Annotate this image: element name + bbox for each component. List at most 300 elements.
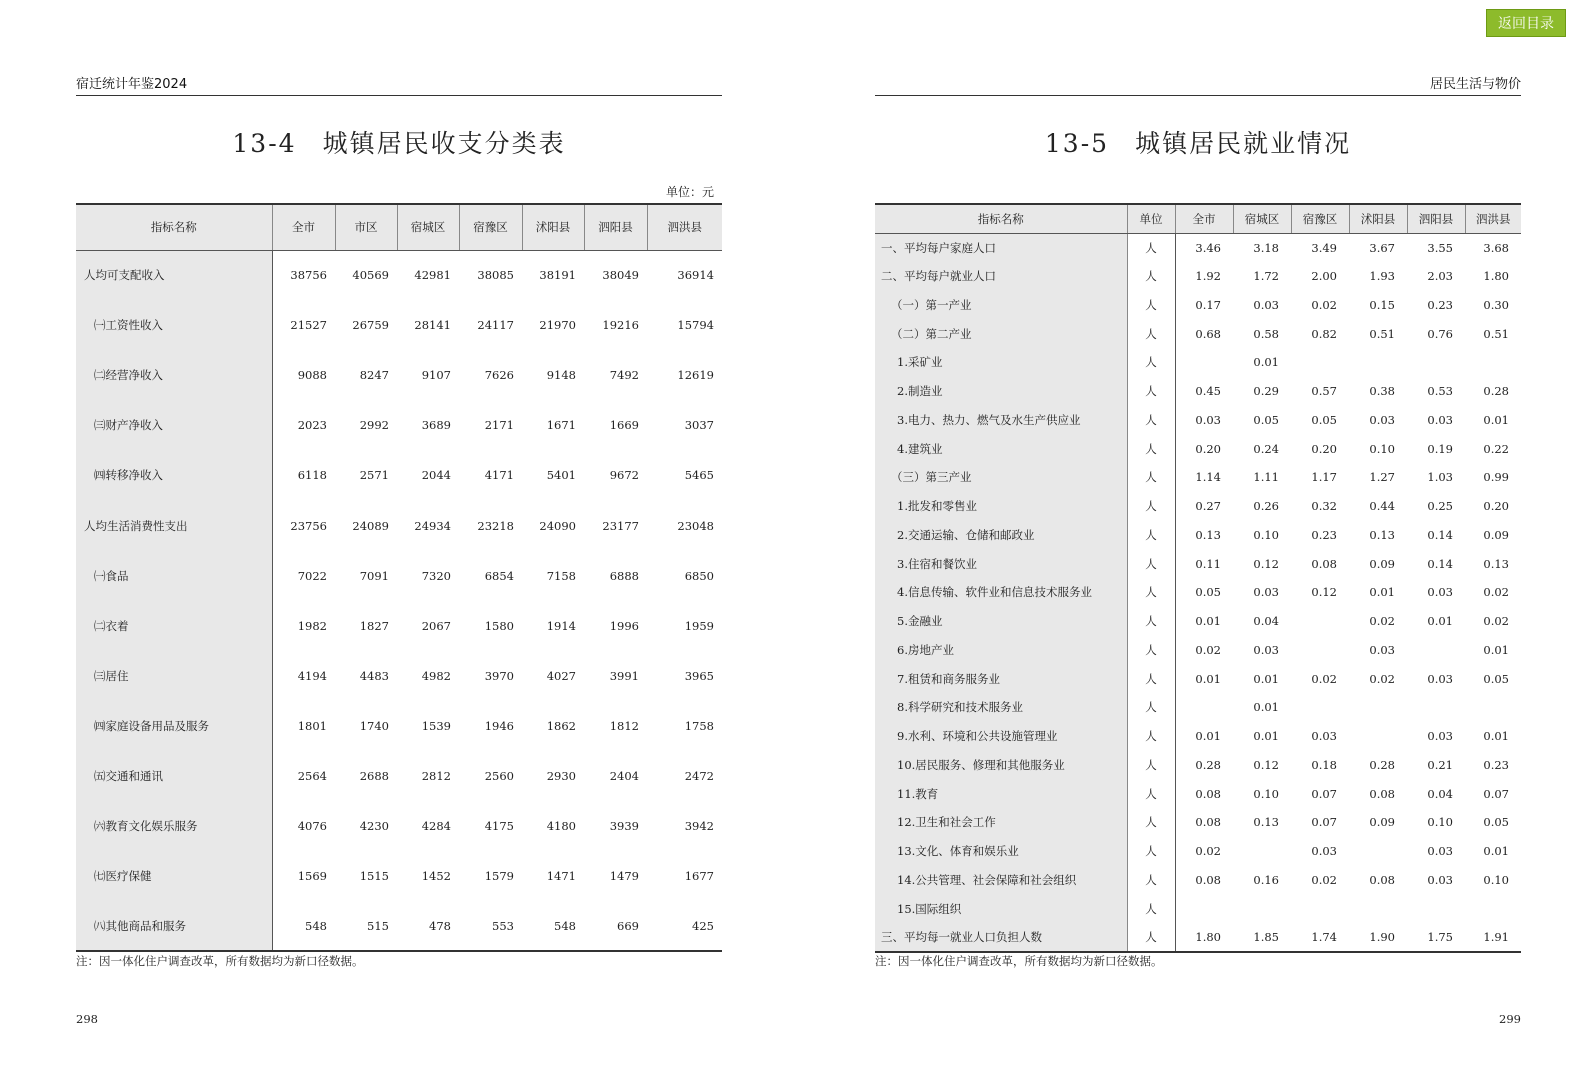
unit-cell: 人 bbox=[1127, 808, 1175, 837]
table-cell: 2992 bbox=[359, 418, 389, 433]
table-cell bbox=[1349, 894, 1407, 923]
table-cell: 0.51 bbox=[1369, 326, 1395, 341]
table-cell: 0.15 bbox=[1369, 297, 1395, 312]
table-cell: 0.05 bbox=[1253, 412, 1279, 427]
table-cell: 0.30 bbox=[1483, 297, 1509, 312]
unit-cell: 人 bbox=[1127, 894, 1175, 923]
row-label: 1.采矿业 bbox=[875, 348, 1127, 377]
table-row bbox=[76, 551, 722, 601]
back-to-contents-button[interactable]: 返回目录 bbox=[1486, 9, 1566, 37]
table-cell: 2023 bbox=[297, 418, 327, 433]
unit-cell: 人 bbox=[1127, 779, 1175, 808]
table-cell bbox=[1349, 837, 1407, 866]
table-cell bbox=[1407, 894, 1465, 923]
table-cell bbox=[1349, 348, 1407, 377]
table-cell: 1.80 bbox=[1195, 929, 1221, 944]
table-row bbox=[76, 450, 722, 500]
table-cell: 15794 bbox=[677, 318, 714, 333]
table-cell: 0.29 bbox=[1253, 384, 1279, 399]
table-cell: 3991 bbox=[609, 668, 639, 683]
unit-cell: 人 bbox=[1127, 923, 1175, 952]
table-cell: 0.02 bbox=[1311, 671, 1337, 686]
table-cell: 2472 bbox=[684, 768, 714, 783]
yearbook-title: 宿迁统计年鉴2024 bbox=[76, 77, 188, 92]
table-cell: 0.14 bbox=[1427, 527, 1453, 542]
running-head-left bbox=[76, 74, 722, 96]
table-cell: 2404 bbox=[609, 768, 639, 783]
table-cell: 0.08 bbox=[1195, 872, 1221, 887]
row-label: （一）第一产业 bbox=[875, 291, 1127, 320]
table-cell bbox=[1291, 348, 1349, 377]
row-label: （二）第二产业 bbox=[875, 319, 1127, 348]
table-cell: 0.08 bbox=[1311, 556, 1337, 571]
row-label: ㈢财产净收入 bbox=[76, 400, 272, 450]
table-row bbox=[875, 837, 1521, 866]
row-label: 3.电力、热力、燃气及水生产供应业 bbox=[875, 406, 1127, 435]
table-cell bbox=[1291, 894, 1349, 923]
table-cell: 7022 bbox=[297, 568, 327, 583]
table-row bbox=[76, 601, 722, 651]
table-cell: 0.38 bbox=[1369, 384, 1395, 399]
table-cell: 1677 bbox=[684, 869, 714, 884]
table-cell: 1.27 bbox=[1369, 470, 1395, 485]
table-cell: 2812 bbox=[421, 768, 451, 783]
table-cell: 2564 bbox=[297, 768, 327, 783]
table-cell: 0.02 bbox=[1311, 872, 1337, 887]
table-note: 注：因一体化住户调查改革，所有数据均为新口径数据。 bbox=[875, 954, 1163, 968]
table-cell: 0.26 bbox=[1253, 499, 1279, 514]
page-number: 299 bbox=[1499, 1012, 1521, 1026]
table-cell: 0.23 bbox=[1311, 527, 1337, 542]
table-cell: 0.04 bbox=[1253, 614, 1279, 629]
table-cell: 1862 bbox=[546, 718, 576, 733]
table-cell: 5401 bbox=[546, 468, 576, 483]
table-cell bbox=[1175, 348, 1233, 377]
table-cell: 1.90 bbox=[1369, 929, 1395, 944]
unit-cell: 人 bbox=[1127, 348, 1175, 377]
table-cell: 36914 bbox=[677, 268, 714, 283]
table-cell: 2.03 bbox=[1427, 269, 1453, 284]
table-cell: 0.07 bbox=[1311, 815, 1337, 830]
table-cell: 0.13 bbox=[1369, 527, 1395, 542]
table-cell: 0.01 bbox=[1253, 671, 1279, 686]
table-title-text: 城镇居民就业情况 bbox=[1135, 129, 1352, 158]
table-row bbox=[875, 406, 1521, 435]
column-header: 泗洪县 bbox=[1465, 204, 1521, 233]
row-label: ㈤交通和通讯 bbox=[76, 751, 272, 801]
table-cell: 7492 bbox=[609, 368, 639, 383]
table-cell: 0.09 bbox=[1369, 815, 1395, 830]
table-cell: 0.18 bbox=[1311, 757, 1337, 772]
table-number: 13-4 bbox=[232, 129, 297, 158]
table-cell: 6888 bbox=[609, 568, 639, 583]
table-cell: 0.02 bbox=[1369, 614, 1395, 629]
table-cell: 3.49 bbox=[1311, 240, 1337, 255]
table-cell: 0.01 bbox=[1253, 700, 1279, 715]
table-cell: 1479 bbox=[609, 869, 639, 884]
table-cell: 3939 bbox=[609, 819, 639, 834]
table-cell: 1.72 bbox=[1253, 269, 1279, 284]
table-cell: 1827 bbox=[359, 618, 389, 633]
table-cell: 0.14 bbox=[1427, 556, 1453, 571]
table-row bbox=[76, 801, 722, 851]
table-row bbox=[76, 250, 722, 300]
table-cell: 0.22 bbox=[1483, 441, 1509, 456]
row-label: 5.金融业 bbox=[875, 607, 1127, 636]
table-cell: 0.08 bbox=[1195, 786, 1221, 801]
table-cell: 2171 bbox=[484, 418, 514, 433]
table-cell bbox=[1291, 693, 1349, 722]
table-cell: 0.02 bbox=[1195, 642, 1221, 657]
table-cell: 0.11 bbox=[1195, 556, 1221, 571]
table-cell: 0.01 bbox=[1483, 642, 1509, 657]
table-cell: 0.07 bbox=[1483, 786, 1509, 801]
table-cell: 1.11 bbox=[1253, 470, 1279, 485]
table-cell: 42981 bbox=[414, 268, 451, 283]
column-header: 沭阳县 bbox=[522, 204, 584, 250]
row-label: ㈡经营净收入 bbox=[76, 350, 272, 400]
table-cell: 3.18 bbox=[1253, 240, 1279, 255]
table-cell: 0.03 bbox=[1195, 412, 1221, 427]
table-cell: 7091 bbox=[359, 568, 389, 583]
table-cell: 1.74 bbox=[1311, 929, 1337, 944]
table-cell bbox=[1407, 693, 1465, 722]
table-cell: 4284 bbox=[421, 819, 451, 834]
table-cell: 1758 bbox=[684, 718, 714, 733]
table-cell: 0.05 bbox=[1483, 815, 1509, 830]
table-title-13-4 bbox=[76, 124, 722, 160]
table-cell: 4230 bbox=[359, 819, 389, 834]
table-row bbox=[875, 722, 1521, 751]
table-row bbox=[875, 549, 1521, 578]
row-label: 2.制造业 bbox=[875, 377, 1127, 406]
table-row bbox=[875, 923, 1521, 952]
table-row bbox=[875, 636, 1521, 665]
table-cell: 0.19 bbox=[1427, 441, 1453, 456]
column-header: 市区 bbox=[335, 204, 397, 250]
row-label: 人均生活消费性支出 bbox=[76, 500, 272, 550]
table-cell: 6850 bbox=[684, 568, 714, 583]
table-cell: 26759 bbox=[352, 318, 389, 333]
table-cell: 9672 bbox=[609, 468, 639, 483]
row-label: ㈥教育文化娱乐服务 bbox=[76, 801, 272, 851]
row-label: （三）第三产业 bbox=[875, 463, 1127, 492]
table-cell: 0.03 bbox=[1369, 412, 1395, 427]
unit-cell: 人 bbox=[1127, 693, 1175, 722]
column-header: 单位 bbox=[1127, 204, 1175, 233]
table-cell: 12619 bbox=[677, 368, 714, 383]
table-row bbox=[875, 779, 1521, 808]
table-header-row bbox=[76, 204, 722, 250]
table-cell: 0.08 bbox=[1369, 872, 1395, 887]
table-row bbox=[875, 664, 1521, 693]
table-cell: 478 bbox=[429, 918, 451, 933]
table-cell bbox=[1233, 894, 1291, 923]
table-cell: 24090 bbox=[539, 518, 576, 533]
table-cell: 28141 bbox=[414, 318, 451, 333]
table-cell: 0.25 bbox=[1427, 499, 1453, 514]
table-cell: 0.10 bbox=[1253, 527, 1279, 542]
row-label: 1.批发和零售业 bbox=[875, 492, 1127, 521]
table-cell: 0.01 bbox=[1253, 355, 1279, 370]
table-cell: 515 bbox=[367, 918, 389, 933]
row-label: 2.交通运输、仓储和邮政业 bbox=[875, 521, 1127, 550]
row-label: 15.国际组织 bbox=[875, 894, 1127, 923]
table-row bbox=[875, 463, 1521, 492]
table-row bbox=[76, 300, 722, 350]
table-cell: 0.09 bbox=[1483, 527, 1509, 542]
table-cell: 0.20 bbox=[1195, 441, 1221, 456]
table-cell: 548 bbox=[305, 918, 327, 933]
table-cell: 1.80 bbox=[1483, 269, 1509, 284]
table-cell: 1740 bbox=[359, 718, 389, 733]
column-header: 泗洪县 bbox=[647, 204, 722, 250]
table-cell: 0.03 bbox=[1427, 412, 1453, 427]
table-cell: 6854 bbox=[484, 568, 514, 583]
row-label: 三、平均每一就业人口负担人数 bbox=[875, 923, 1127, 952]
table-cell: 0.12 bbox=[1253, 757, 1279, 772]
table-cell: 1.03 bbox=[1427, 470, 1453, 485]
table-header-row bbox=[875, 204, 1521, 233]
unit-cell: 人 bbox=[1127, 492, 1175, 521]
table-cell: 0.23 bbox=[1427, 297, 1453, 312]
table-cell: 0.23 bbox=[1483, 757, 1509, 772]
table-row bbox=[875, 894, 1521, 923]
table-cell: 0.03 bbox=[1311, 844, 1337, 859]
column-header: 泗阳县 bbox=[1407, 204, 1465, 233]
table-cell: 19216 bbox=[602, 318, 639, 333]
table-cell: 4982 bbox=[421, 668, 451, 683]
table-cell: 6118 bbox=[297, 468, 327, 483]
table-cell: 23048 bbox=[677, 518, 714, 533]
table-cell: 21527 bbox=[290, 318, 327, 333]
table-cell: 0.08 bbox=[1369, 786, 1395, 801]
table-cell: 1580 bbox=[484, 618, 514, 633]
table-cell: 0.10 bbox=[1427, 815, 1453, 830]
table-cell: 0.82 bbox=[1311, 326, 1337, 341]
table-row bbox=[875, 348, 1521, 377]
table-cell: 0.05 bbox=[1311, 412, 1337, 427]
table-cell: 9088 bbox=[297, 368, 327, 383]
table-cell: 0.10 bbox=[1369, 441, 1395, 456]
table-cell: 4180 bbox=[546, 819, 576, 834]
table-cell bbox=[1349, 722, 1407, 751]
table-row bbox=[875, 866, 1521, 895]
table-row bbox=[875, 291, 1521, 320]
row-label: 12.卫生和社会工作 bbox=[875, 808, 1127, 837]
table-cell: 548 bbox=[554, 918, 576, 933]
column-header: 宿城区 bbox=[1233, 204, 1291, 233]
table-cell: 1.92 bbox=[1195, 269, 1221, 284]
running-head-right bbox=[875, 74, 1521, 96]
table-number: 13-5 bbox=[1044, 129, 1110, 158]
table-cell: 0.03 bbox=[1311, 729, 1337, 744]
table-cell: 0.09 bbox=[1369, 556, 1395, 571]
table-cell: 1.17 bbox=[1311, 470, 1337, 485]
table-cell: 1812 bbox=[609, 718, 639, 733]
unit-cell: 人 bbox=[1127, 837, 1175, 866]
table-cell: 0.03 bbox=[1427, 872, 1453, 887]
unit-cell: 人 bbox=[1127, 636, 1175, 665]
table-cell: 3942 bbox=[684, 819, 714, 834]
table-cell: 0.10 bbox=[1253, 786, 1279, 801]
table-row bbox=[875, 751, 1521, 780]
row-label: 人均可支配收入 bbox=[76, 250, 272, 300]
table-cell: 24117 bbox=[477, 318, 514, 333]
table-cell: 0.68 bbox=[1195, 326, 1221, 341]
row-label: ㈣转移净收入 bbox=[76, 450, 272, 500]
table-cell: 3970 bbox=[484, 668, 514, 683]
table-row bbox=[875, 262, 1521, 291]
table-cell: 0.51 bbox=[1483, 326, 1509, 341]
table-cell: 0.07 bbox=[1311, 786, 1337, 801]
table-row bbox=[875, 693, 1521, 722]
table-cell: 0.01 bbox=[1369, 585, 1395, 600]
row-label: 一、平均每户家庭人口 bbox=[875, 233, 1127, 262]
table-cell: 0.03 bbox=[1253, 585, 1279, 600]
table-cell: 4027 bbox=[546, 668, 576, 683]
table-cell: 40569 bbox=[352, 268, 389, 283]
table-cell bbox=[1291, 636, 1349, 665]
table-cell: 0.01 bbox=[1195, 671, 1221, 686]
table-cell: 38049 bbox=[602, 268, 639, 283]
column-header: 宿城区 bbox=[397, 204, 459, 250]
table-cell: 0.12 bbox=[1311, 585, 1337, 600]
table-row bbox=[875, 377, 1521, 406]
unit-cell: 人 bbox=[1127, 866, 1175, 895]
row-label: ㈢居住 bbox=[76, 651, 272, 701]
table-row bbox=[76, 851, 722, 901]
table-cell: 0.02 bbox=[1369, 671, 1395, 686]
table-cell: 0.03 bbox=[1427, 844, 1453, 859]
table-row bbox=[76, 651, 722, 701]
table-cell bbox=[1291, 607, 1349, 636]
table-cell: 0.02 bbox=[1311, 297, 1337, 312]
table-cell: 4483 bbox=[359, 668, 389, 683]
table-row bbox=[76, 500, 722, 550]
column-header: 宿豫区 bbox=[459, 204, 522, 250]
unit-cell: 人 bbox=[1127, 233, 1175, 262]
table-cell: 24934 bbox=[414, 518, 451, 533]
table-cell: 1.85 bbox=[1253, 929, 1279, 944]
table-cell: 1515 bbox=[359, 869, 389, 884]
row-label: 11.教育 bbox=[875, 779, 1127, 808]
table-cell: 1669 bbox=[609, 418, 639, 433]
table-cell: 0.27 bbox=[1195, 499, 1221, 514]
column-header: 全市 bbox=[1175, 204, 1233, 233]
table-cell: 0.04 bbox=[1427, 786, 1453, 801]
table-cell: 0.53 bbox=[1427, 384, 1453, 399]
table-row bbox=[76, 901, 722, 951]
table-cell: 1.93 bbox=[1369, 269, 1395, 284]
unit-cell: 人 bbox=[1127, 722, 1175, 751]
table-cell: 0.01 bbox=[1483, 844, 1509, 859]
unit-cell: 人 bbox=[1127, 262, 1175, 291]
unit-cell: 人 bbox=[1127, 549, 1175, 578]
row-label: ㈠工资性收入 bbox=[76, 300, 272, 350]
table-row bbox=[875, 808, 1521, 837]
chapter-title: 居民生活与物价 bbox=[1429, 77, 1521, 92]
table-cell: 0.02 bbox=[1483, 614, 1509, 629]
table-row bbox=[875, 521, 1521, 550]
unit-cell: 人 bbox=[1127, 291, 1175, 320]
income-expenditure-table bbox=[76, 203, 722, 952]
table-cell: 2688 bbox=[359, 768, 389, 783]
table-cell: 0.03 bbox=[1369, 642, 1395, 657]
table-title-text: 城镇居民收支分类表 bbox=[322, 129, 566, 158]
table-row bbox=[875, 492, 1521, 521]
table-cell: 0.28 bbox=[1483, 384, 1509, 399]
table-cell: 0.08 bbox=[1195, 815, 1221, 830]
table-cell bbox=[1465, 693, 1521, 722]
table-cell: 23218 bbox=[477, 518, 514, 533]
row-label: ㈦医疗保健 bbox=[76, 851, 272, 901]
table-cell: 0.02 bbox=[1483, 585, 1509, 600]
row-label: 14.公共管理、社会保障和社会组织 bbox=[875, 866, 1127, 895]
table-cell: 0.20 bbox=[1311, 441, 1337, 456]
table-cell: 7158 bbox=[546, 568, 576, 583]
table-cell: 0.01 bbox=[1195, 614, 1221, 629]
table-cell: 1959 bbox=[684, 618, 714, 633]
table-cell: 38191 bbox=[539, 268, 576, 283]
table-cell: 0.44 bbox=[1369, 499, 1395, 514]
column-header: 指标名称 bbox=[76, 204, 272, 250]
table-cell bbox=[1407, 348, 1465, 377]
table-cell: 5465 bbox=[684, 468, 714, 483]
row-label: 9.水利、环境和公共设施管理业 bbox=[875, 722, 1127, 751]
table-cell: 4194 bbox=[297, 668, 327, 683]
table-cell: 0.10 bbox=[1483, 872, 1509, 887]
table-row bbox=[875, 578, 1521, 607]
table-cell: 38756 bbox=[290, 268, 327, 283]
left-page bbox=[76, 0, 722, 1077]
table-cell: 1.75 bbox=[1427, 929, 1453, 944]
table-title-13-5 bbox=[875, 124, 1521, 160]
table-cell: 1801 bbox=[297, 718, 327, 733]
table-cell: 0.13 bbox=[1253, 815, 1279, 830]
table-cell: 7626 bbox=[484, 368, 514, 383]
table-cell: 8247 bbox=[359, 368, 389, 383]
unit-cell: 人 bbox=[1127, 434, 1175, 463]
table-cell: 2067 bbox=[421, 618, 451, 633]
row-label: ㈣家庭设备用品及服务 bbox=[76, 701, 272, 751]
table-cell: 0.03 bbox=[1427, 671, 1453, 686]
table-cell: 1982 bbox=[297, 618, 327, 633]
table-row bbox=[76, 400, 722, 450]
unit-label: 单位：元 bbox=[665, 185, 714, 199]
table-cell: 23756 bbox=[290, 518, 327, 533]
table-cell: 4076 bbox=[297, 819, 327, 834]
table-cell: 4171 bbox=[484, 468, 514, 483]
table-cell: 0.58 bbox=[1253, 326, 1279, 341]
row-label: ㈡衣着 bbox=[76, 601, 272, 651]
unit-cell: 人 bbox=[1127, 406, 1175, 435]
table-cell: 0.03 bbox=[1253, 642, 1279, 657]
table-cell: 0.03 bbox=[1427, 585, 1453, 600]
table-cell: 0.05 bbox=[1195, 585, 1221, 600]
unit-cell: 人 bbox=[1127, 751, 1175, 780]
table-cell: 1671 bbox=[546, 418, 576, 433]
table-cell: 0.03 bbox=[1253, 297, 1279, 312]
table-cell bbox=[1233, 837, 1291, 866]
table-cell: 0.17 bbox=[1195, 297, 1221, 312]
row-label: 4.建筑业 bbox=[875, 434, 1127, 463]
table-cell bbox=[1465, 894, 1521, 923]
table-cell: 9148 bbox=[546, 368, 576, 383]
table-cell: 0.01 bbox=[1253, 729, 1279, 744]
table-cell: 0.32 bbox=[1311, 499, 1337, 514]
table-cell: 0.24 bbox=[1253, 441, 1279, 456]
